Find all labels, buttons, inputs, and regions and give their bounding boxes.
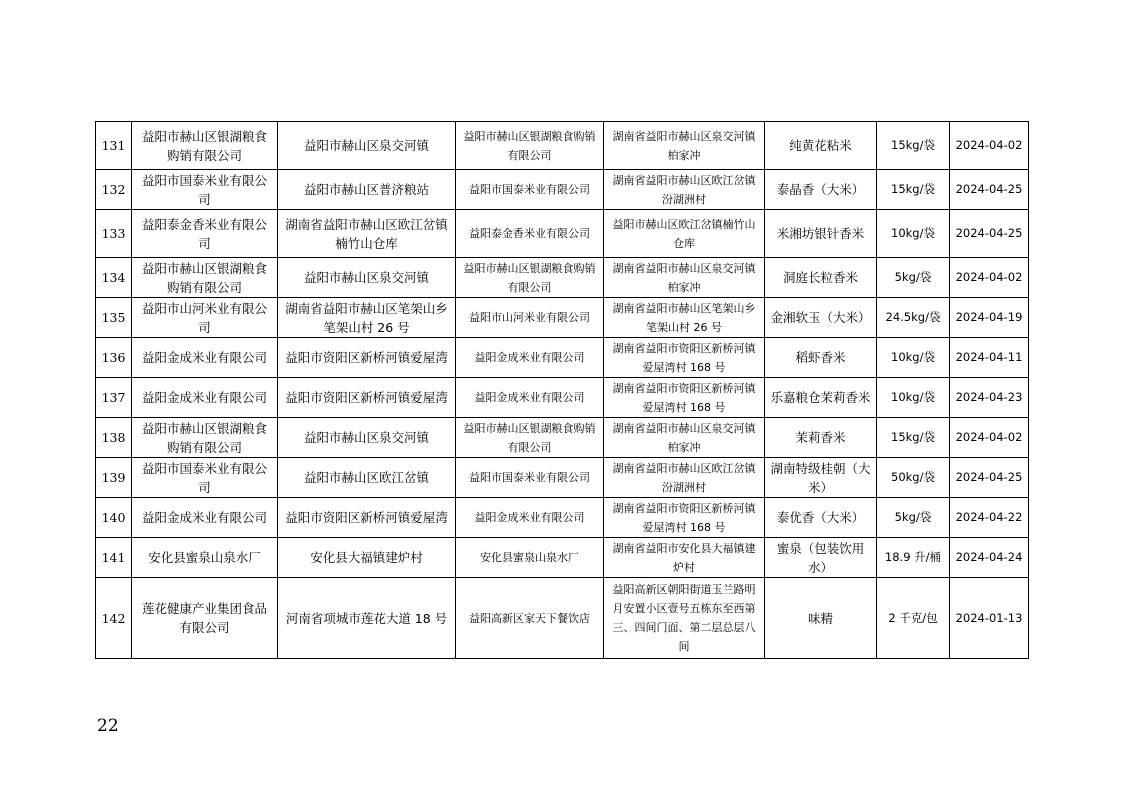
page-number: 22 [97, 716, 119, 736]
production-date-cell: 2024-04-02 [950, 122, 1029, 170]
sampled-unit-cell: 益阳金成米业有限公司 [456, 498, 604, 538]
specification-cell: 2 千克/包 [877, 578, 950, 659]
manufacturer-address-cell: 益阳市资阳区新桥河镇爱屋湾 [278, 498, 456, 538]
production-date-cell: 2024-04-25 [950, 170, 1029, 210]
sampled-unit-cell: 益阳市赫山区银湖粮食购销有限公司 [456, 258, 604, 298]
product-name-cell: 稻虾香米 [765, 338, 877, 378]
manufacturer-cell: 益阳金成米业有限公司 [132, 498, 278, 538]
specification-cell: 5kg/袋 [877, 258, 950, 298]
production-date-cell: 2024-04-11 [950, 338, 1029, 378]
manufacturer-address-cell: 益阳市赫山区欧江岔镇 [278, 458, 456, 498]
product-name-cell: 湖南特级桂朝（大米） [765, 458, 877, 498]
manufacturer-cell: 益阳市赫山区银湖粮食购销有限公司 [132, 418, 278, 458]
table-row [96, 418, 1029, 458]
row-number-cell: 141 [96, 538, 132, 578]
sampled-unit-address-cell: 湖南省益阳市资阳区新桥河镇爱屋湾村 168 号 [604, 378, 765, 418]
manufacturer-address-cell: 益阳市赫山区泉交河镇 [278, 418, 456, 458]
manufacturer-address-cell: 河南省项城市莲花大道 18 号 [278, 578, 456, 659]
specification-cell: 15kg/袋 [877, 122, 950, 170]
inspection-results-table [95, 121, 1029, 659]
manufacturer-address-cell: 益阳市赫山区泉交河镇 [278, 122, 456, 170]
row-number-cell: 133 [96, 210, 132, 258]
sampled-unit-cell: 益阳市国泰米业有限公司 [456, 458, 604, 498]
manufacturer-cell: 益阳金成米业有限公司 [132, 338, 278, 378]
row-number-cell: 137 [96, 378, 132, 418]
sampled-unit-address-cell: 湖南省益阳市赫山区笔架山乡笔架山村 26 号 [604, 298, 765, 338]
manufacturer-address-cell: 益阳市赫山区泉交河镇 [278, 258, 456, 298]
sampled-unit-cell: 安化县蜜泉山泉水厂 [456, 538, 604, 578]
production-date-cell: 2024-04-22 [950, 498, 1029, 538]
production-date-cell: 2024-04-25 [950, 210, 1029, 258]
table-row [96, 210, 1029, 258]
manufacturer-cell: 益阳市国泰米业有限公司 [132, 458, 278, 498]
product-name-cell: 茉莉香米 [765, 418, 877, 458]
specification-cell: 15kg/袋 [877, 170, 950, 210]
row-number-cell: 132 [96, 170, 132, 210]
manufacturer-address-cell: 益阳市赫山区普济粮站 [278, 170, 456, 210]
manufacturer-address-cell: 湖南省益阳市赫山区笔架山乡笔架山村 26 号 [278, 298, 456, 338]
manufacturer-address-cell: 益阳市资阳区新桥河镇爱屋湾 [278, 338, 456, 378]
sampled-unit-cell: 益阳金成米业有限公司 [456, 378, 604, 418]
production-date-cell: 2024-04-25 [950, 458, 1029, 498]
product-name-cell: 金湘软玉（大米） [765, 298, 877, 338]
table-row [96, 338, 1029, 378]
sampled-unit-address-cell: 湖南省益阳市赫山区泉交河镇柏家冲 [604, 418, 765, 458]
production-date-cell: 2024-04-02 [950, 418, 1029, 458]
product-name-cell: 泰优香（大米） [765, 498, 877, 538]
manufacturer-cell: 益阳市国泰米业有限公司 [132, 170, 278, 210]
row-number-cell: 140 [96, 498, 132, 538]
table-row [96, 498, 1029, 538]
specification-cell: 50kg/袋 [877, 458, 950, 498]
manufacturer-cell: 莲花健康产业集团食品有限公司 [132, 578, 278, 659]
production-date-cell: 2024-04-02 [950, 258, 1029, 298]
row-number-cell: 131 [96, 122, 132, 170]
sampled-unit-address-cell: 益阳高新区朝阳街道玉兰路明月安置小区壹号五栋东至西第三、四间门面、第二层总层八间 [604, 578, 765, 659]
row-number-cell: 134 [96, 258, 132, 298]
production-date-cell: 2024-04-24 [950, 538, 1029, 578]
row-number-cell: 138 [96, 418, 132, 458]
sampled-unit-address-cell: 湖南省益阳市赫山区欧江岔镇汾湖洲村 [604, 458, 765, 498]
sampled-unit-address-cell: 益阳市赫山区欧江岔镇楠竹山仓库 [604, 210, 765, 258]
manufacturer-cell: 益阳市赫山区银湖粮食购销有限公司 [132, 258, 278, 298]
manufacturer-cell: 益阳市山河米业有限公司 [132, 298, 278, 338]
sampled-unit-address-cell: 湖南省益阳市赫山区泉交河镇柏家冲 [604, 122, 765, 170]
table-row [96, 578, 1029, 659]
specification-cell: 10kg/袋 [877, 378, 950, 418]
sampled-unit-cell: 益阳金成米业有限公司 [456, 338, 604, 378]
manufacturer-address-cell: 安化县大福镇建炉村 [278, 538, 456, 578]
manufacturer-address-cell: 益阳市资阳区新桥河镇爱屋湾 [278, 378, 456, 418]
row-number-cell: 136 [96, 338, 132, 378]
specification-cell: 24.5kg/袋 [877, 298, 950, 338]
product-name-cell: 泰晶香（大米） [765, 170, 877, 210]
product-name-cell: 米湘坊银针香米 [765, 210, 877, 258]
production-date-cell: 2024-04-23 [950, 378, 1029, 418]
table-row [96, 378, 1029, 418]
sampled-unit-address-cell: 湖南省益阳市赫山区欧江岔镇汾湖洲村 [604, 170, 765, 210]
table-row [96, 170, 1029, 210]
specification-cell: 5kg/袋 [877, 498, 950, 538]
table-row [96, 538, 1029, 578]
production-date-cell: 2024-01-13 [950, 578, 1029, 659]
sampled-unit-cell: 益阳市国泰米业有限公司 [456, 170, 604, 210]
specification-cell: 15kg/袋 [877, 418, 950, 458]
product-name-cell: 洞庭长粒香米 [765, 258, 877, 298]
manufacturer-cell: 益阳金成米业有限公司 [132, 378, 278, 418]
manufacturer-cell: 益阳市赫山区银湖粮食购销有限公司 [132, 122, 278, 170]
sampled-unit-cell: 益阳市山河米业有限公司 [456, 298, 604, 338]
product-name-cell: 味精 [765, 578, 877, 659]
sampled-unit-cell: 益阳市赫山区银湖粮食购销有限公司 [456, 418, 604, 458]
table-row [96, 298, 1029, 338]
sampled-unit-address-cell: 湖南省益阳市赫山区泉交河镇柏家冲 [604, 258, 765, 298]
specification-cell: 18.9 升/桶 [877, 538, 950, 578]
table-row [96, 122, 1029, 170]
sampled-unit-address-cell: 湖南省益阳市资阳区新桥河镇爱屋湾村 168 号 [604, 338, 765, 378]
table-body [96, 122, 1029, 659]
manufacturer-cell: 益阳泰金香米业有限公司 [132, 210, 278, 258]
row-number-cell: 135 [96, 298, 132, 338]
table-row [96, 258, 1029, 298]
row-number-cell: 142 [96, 578, 132, 659]
sampled-unit-cell: 益阳高新区家天下餐饮店 [456, 578, 604, 659]
specification-cell: 10kg/袋 [877, 338, 950, 378]
row-number-cell: 139 [96, 458, 132, 498]
sampled-unit-cell: 益阳泰金香米业有限公司 [456, 210, 604, 258]
production-date-cell: 2024-04-19 [950, 298, 1029, 338]
sampled-unit-address-cell: 湖南省益阳市安化县大福镇建炉村 [604, 538, 765, 578]
manufacturer-cell: 安化县蜜泉山泉水厂 [132, 538, 278, 578]
product-name-cell: 纯黄花粘米 [765, 122, 877, 170]
table-row [96, 458, 1029, 498]
product-name-cell: 蜜泉（包装饮用水） [765, 538, 877, 578]
sampled-unit-address-cell: 湖南省益阳市资阳区新桥河镇爱屋湾村 168 号 [604, 498, 765, 538]
sampled-unit-cell: 益阳市赫山区银湖粮食购销有限公司 [456, 122, 604, 170]
manufacturer-address-cell: 湖南省益阳市赫山区欧江岔镇楠竹山仓库 [278, 210, 456, 258]
product-name-cell: 乐嘉粮仓茉莉香米 [765, 378, 877, 418]
specification-cell: 10kg/袋 [877, 210, 950, 258]
